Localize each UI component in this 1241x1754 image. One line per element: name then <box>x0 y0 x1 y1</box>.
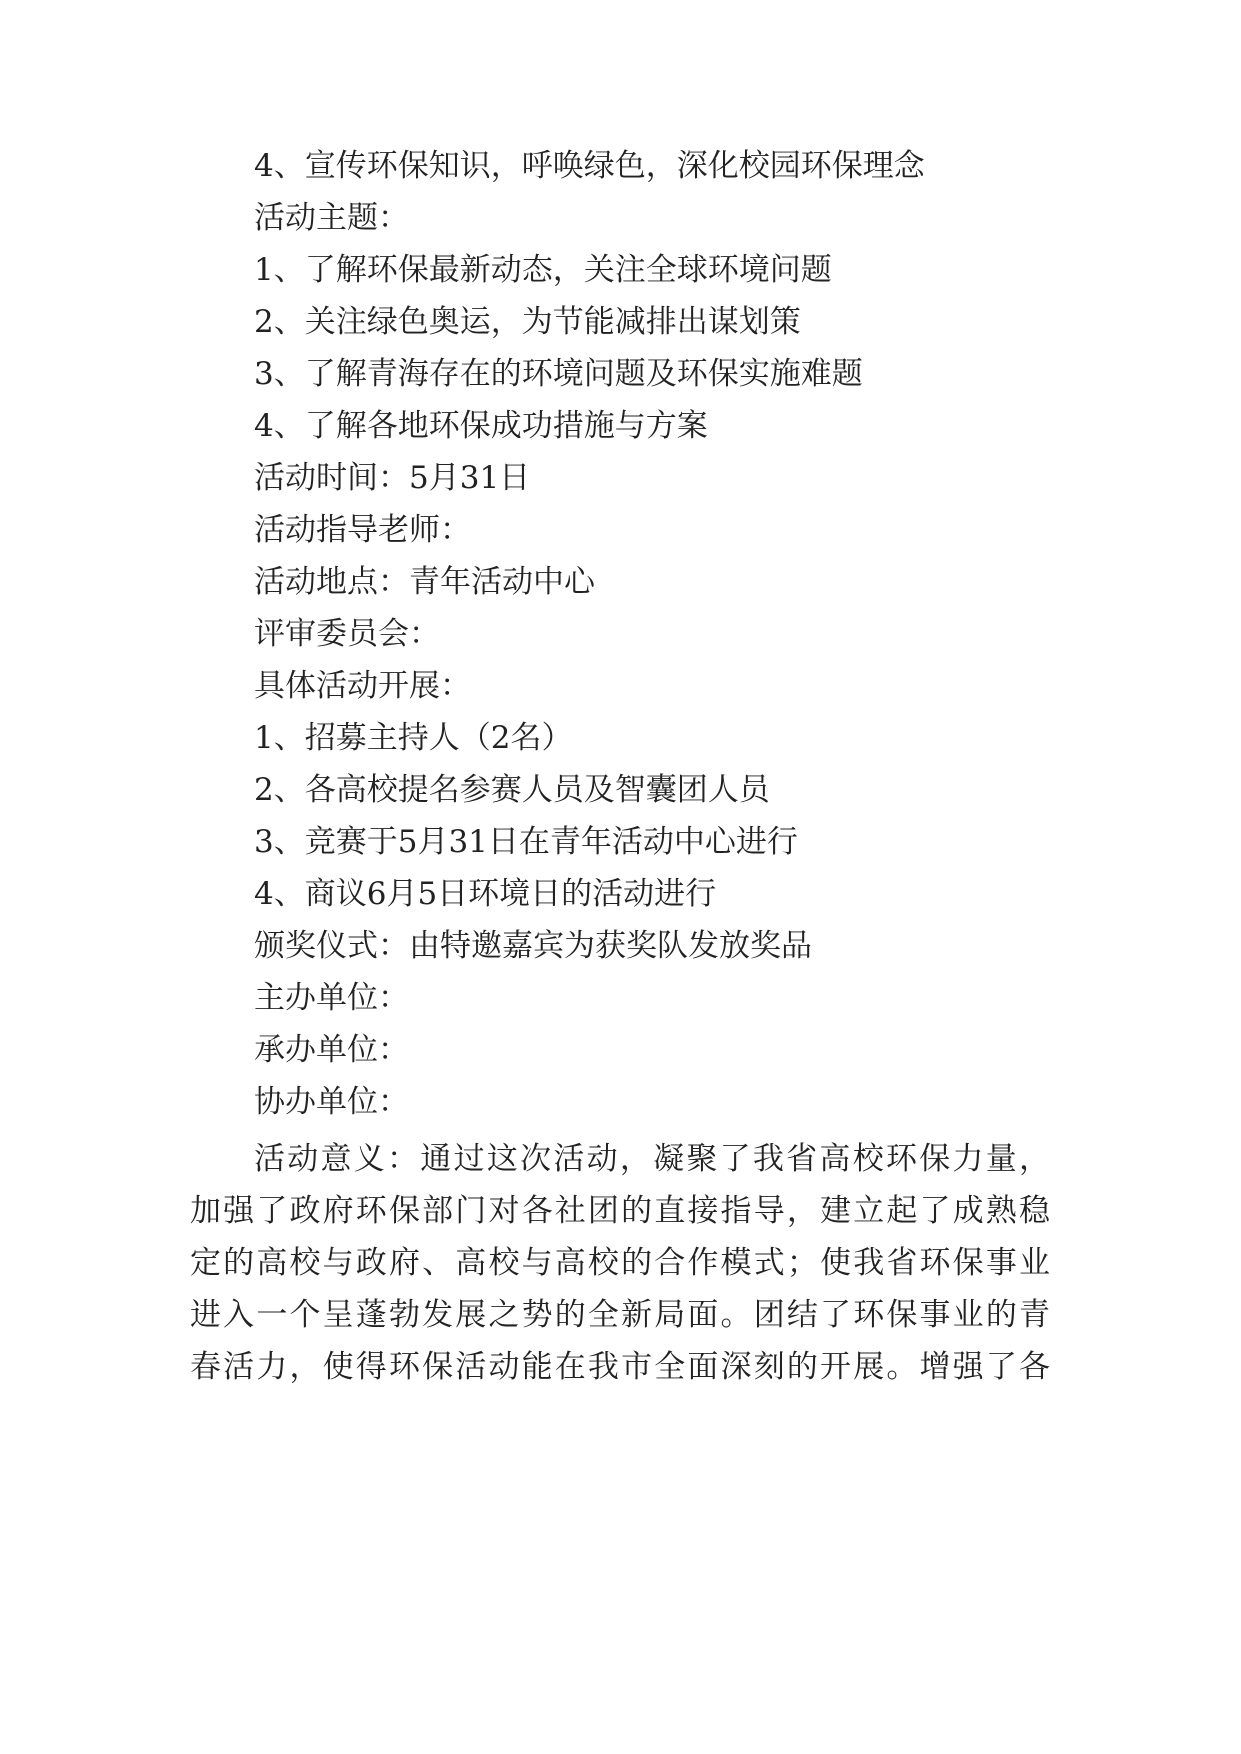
theme-item-2: 2、关注绿色奥运，为节能减排出谋划策 <box>254 304 801 340</box>
theme-item-3: 3、了解青海存在的环境问题及环保实施难题 <box>254 356 863 392</box>
significance-line-5: 春活力，使得环保活动能在我市全面深刻的开展。增强了各 <box>190 1349 1050 1385</box>
theme-item-1: 1、了解环保最新动态，关注全球环境问题 <box>254 252 832 288</box>
review-committee: 评审委员会： <box>254 616 440 652</box>
significance-line-1: 活动意义：通过这次活动，凝聚了我省高校环保力量， <box>254 1141 1050 1177</box>
plan-item-4: 4、商议6月5日环境日的活动进行 <box>254 876 717 912</box>
significance-line-2: 加强了政府环保部门对各社团的直接指导，建立起了成熟稳 <box>190 1193 1050 1229</box>
theme-item-4: 4、了解各地环保成功措施与方案 <box>254 408 708 444</box>
significance-line-4: 进入一个呈蓬勃发展之势的全新局面。团结了环保事业的青 <box>190 1297 1050 1333</box>
plan-item-3: 3、竞赛于5月31日在青年活动中心进行 <box>254 824 798 860</box>
undertaking-organizer: 承办单位： <box>254 1032 409 1068</box>
activity-time: 活动时间：5月31日 <box>254 460 531 496</box>
significance-line-3: 定的高校与政府、高校与高校的合作模式；使我省环保事业 <box>190 1245 1050 1281</box>
host-organizer: 主办单位： <box>254 980 409 1016</box>
activity-theme-heading: 活动主题： <box>254 200 409 236</box>
plan-item-1: 1、招募主持人（2名） <box>254 720 573 756</box>
plan-item-2: 2、各高校提名参赛人员及智囊团人员 <box>254 772 770 808</box>
activity-plan-heading: 具体活动开展： <box>254 668 471 704</box>
co-organizer: 协办单位： <box>254 1084 409 1120</box>
activity-location: 活动地点：青年活动中心 <box>254 564 595 600</box>
objective-item-4: 4、宣传环保知识，呼唤绿色，深化校园环保理念 <box>254 148 925 184</box>
award-ceremony: 颁奖仪式：由特邀嘉宾为获奖队发放奖品 <box>254 928 812 964</box>
activity-advisor: 活动指导老师： <box>254 512 471 548</box>
